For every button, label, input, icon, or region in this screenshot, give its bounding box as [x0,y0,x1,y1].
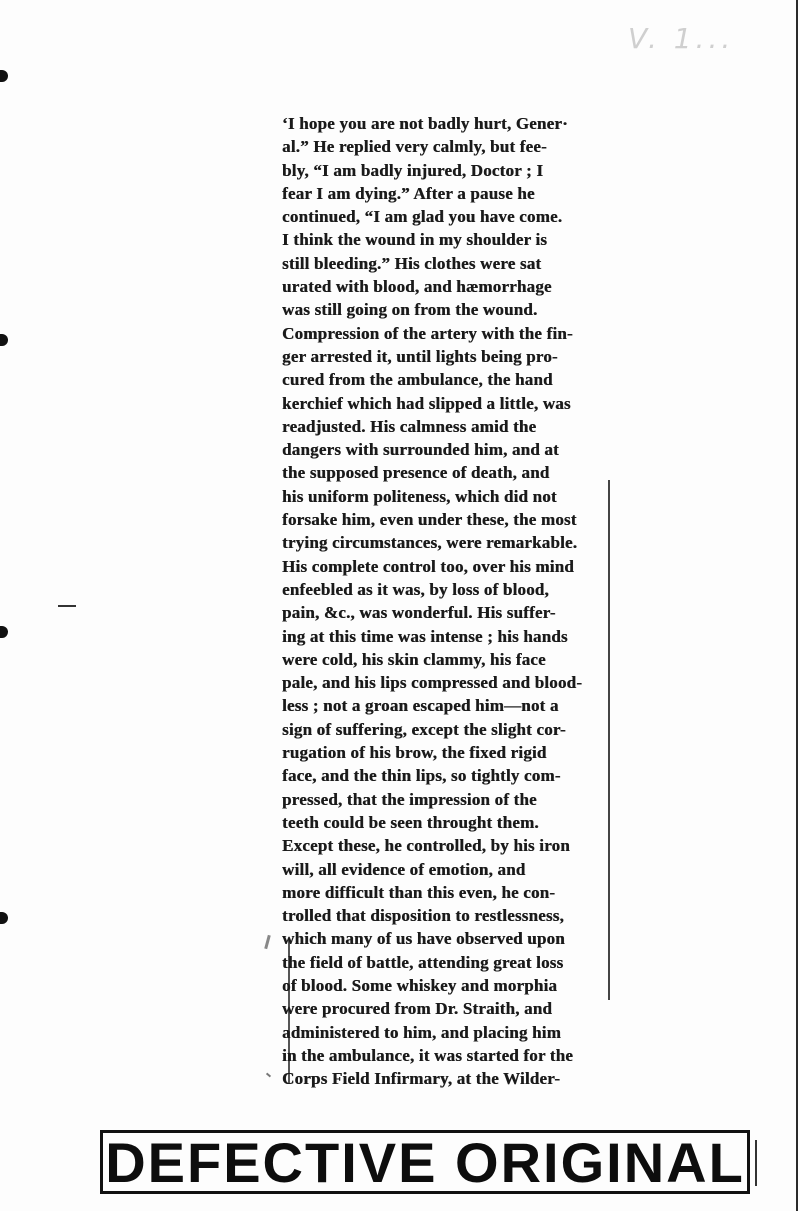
article-line: face, and the thin lips, so tightly com- [282,766,561,786]
article-line: cured from the ambulance, the hand [282,370,553,390]
article-line: ing at this time was intense ; his hands [282,626,568,646]
article-line: al.” He replied very calmly, but fee- [282,137,547,157]
article-line: I think the wound in my shoulder is [282,230,548,250]
article-text [282,112,606,1090]
article-line: in the ambulance, it was started for the [282,1045,573,1065]
article-line: rugation of his brow, the fixed rigid [282,743,547,763]
article-line: continued, “I am glad you have come. [282,207,563,227]
column-rule-right [608,480,610,1000]
article-line: his uniform politeness, which did not [282,486,557,506]
stamp-edge-mark [755,1140,757,1186]
article-line: pale, and his lips compressed and blood- [282,673,583,693]
article-line: which many of us have observed upon [282,929,565,949]
article-line: ‘I hope you are not badly hurt, Gener· [282,114,568,133]
newspaper-column [270,112,606,1089]
binding-hole-mark [0,626,8,638]
article-line: urated with blood, and hæmorrhage [282,277,552,297]
article-line: Compression of the artery with the fin- [282,323,573,343]
article-line: sign of suffering, except the slight cor- [282,719,566,739]
article-line: were cold, his skin clammy, his face [282,649,546,669]
article-line: were procured from Dr. Straith, and [282,999,553,1019]
article-line: will, all evidence of emotion, and [282,859,526,879]
article-line: trolled that disposition to restlessness, [282,906,564,926]
article-line: kerchief which had slipped a little, was [282,393,571,413]
article-line: trying circumstances, were remarkable. [282,533,578,553]
article-line: was still going on from the wound. [282,300,538,320]
article-line: bly, “I am badly injured, Doctor ; I [282,160,544,180]
article-line: more difficult than this even, he con- [282,882,556,902]
article-line: less ; not a groan escaped him—not a [282,696,559,716]
article-line: administered to him, and placing him [282,1022,561,1042]
article-line: of blood. Some whiskey and morphia [282,975,558,995]
article-line: pain, &c., was wonderful. His suffer- [282,603,556,623]
binding-hole-mark [0,912,8,924]
scan-edge-line [796,0,798,1211]
article-line: teeth could be seen throught them. [282,812,539,832]
article-line: dangers with surrounded him, and at [282,440,559,460]
article-line: readjusted. His calmness amid the [282,416,537,436]
article-line: forsake him, even under these, the most [282,510,577,530]
article-line: the field of battle, attending great loss [282,952,564,972]
article-line: ger arrested it, until lights being pro- [282,346,558,366]
binding-hole-mark [0,70,8,82]
article-line: Corps Field Infirmary, at the Wilder- [282,1069,561,1089]
article-line: fear I am dying.” After a pause he [282,183,535,203]
article-line: enfeebled as it was, by loss of blood, [282,579,549,599]
article-line: His complete control too, over his mind [282,556,574,576]
stamp-label: DEFECTIVE ORIGINAL [105,1130,745,1194]
defective-original-stamp [100,1130,750,1194]
margin-reference-mark: V. 1... [628,22,735,55]
binding-hole-mark [0,334,8,346]
margin-dash [58,605,76,607]
article-line: Except these, he controlled, by his iron [282,836,570,856]
article-line: pressed, that the impression of the [282,789,537,809]
article-line: the supposed presence of death, and [282,463,550,483]
article-line: still bleeding.” His clothes were sat [282,253,542,273]
